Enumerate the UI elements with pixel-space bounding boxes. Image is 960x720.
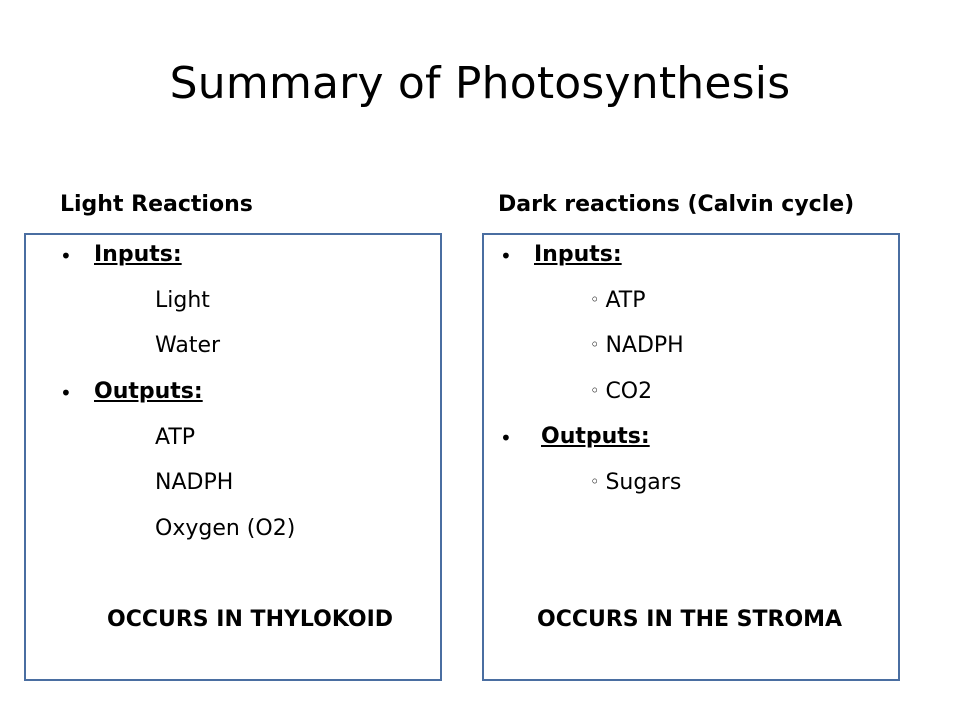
light-location-footer: OCCURS IN THYLOKOID <box>107 607 394 632</box>
dark-location-footer: OCCURS IN THE STROMA <box>537 607 843 632</box>
light-output-item: Oxygen (O2) <box>155 516 296 541</box>
slide-title: Summary of Photosynthesis <box>169 58 791 109</box>
ring-bullet-icon: ◦ <box>590 381 600 400</box>
light-output-item: NADPH <box>155 470 234 495</box>
dark-inputs-label: Inputs: <box>534 242 622 267</box>
bullet-icon: • <box>60 381 72 405</box>
light-reactions-header: Light Reactions <box>60 192 253 217</box>
ring-bullet-icon: ◦ <box>590 290 600 309</box>
dark-input-item: ATP <box>605 288 646 313</box>
ring-bullet-icon: ◦ <box>590 472 600 491</box>
light-input-item: Water <box>155 333 221 358</box>
dark-output-item: Sugars <box>605 470 682 495</box>
light-input-item: Light <box>155 288 210 313</box>
light-outputs-label: Outputs: <box>94 379 203 404</box>
bullet-icon: • <box>500 426 512 450</box>
bullet-icon: • <box>500 244 512 268</box>
bullet-icon: • <box>60 244 72 268</box>
light-output-item: ATP <box>155 425 196 450</box>
ring-bullet-icon: ◦ <box>590 335 600 354</box>
dark-input-item: CO2 <box>605 379 653 404</box>
dark-input-item: NADPH <box>605 333 684 358</box>
dark-reactions-header: Dark reactions (Calvin cycle) <box>498 192 855 217</box>
dark-outputs-label: Outputs: <box>541 424 650 449</box>
light-inputs-label: Inputs: <box>94 242 182 267</box>
